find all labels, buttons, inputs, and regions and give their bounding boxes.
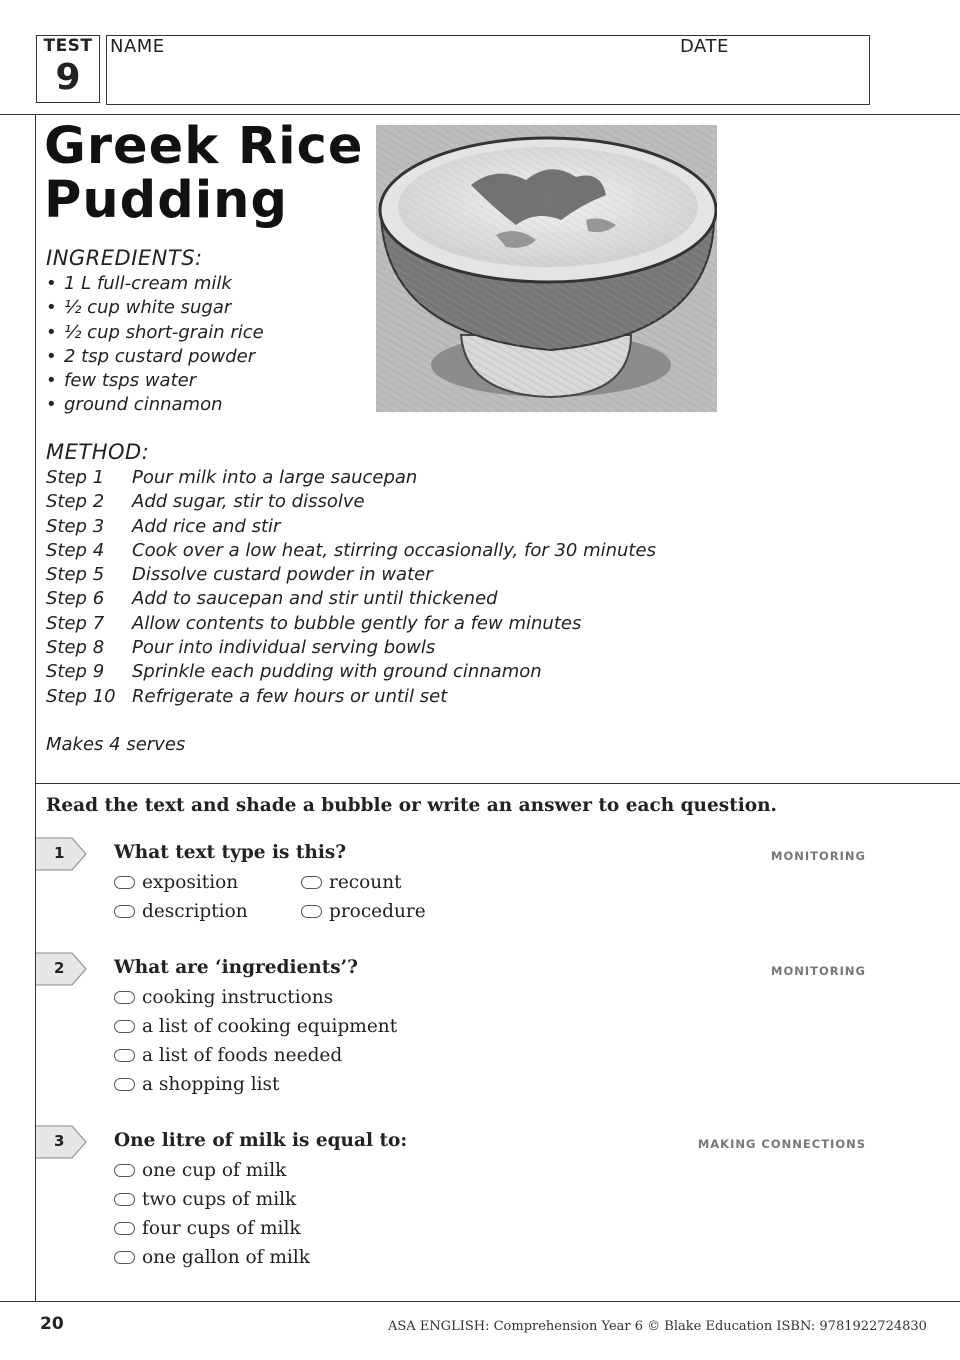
option-label: a list of foods needed bbox=[142, 1045, 343, 1066]
answer-option[interactable] bbox=[114, 986, 333, 1010]
step-label: Step 2 bbox=[46, 491, 105, 513]
answer-bubble[interactable] bbox=[301, 876, 322, 889]
table-row bbox=[46, 563, 656, 587]
answer-bubble[interactable] bbox=[114, 1020, 135, 1033]
bullet-icon: • bbox=[46, 345, 57, 367]
table-row bbox=[46, 466, 656, 490]
bullet-icon: • bbox=[46, 297, 57, 319]
table-row bbox=[46, 636, 656, 660]
test-number-box bbox=[36, 35, 100, 103]
option-label: procedure bbox=[329, 901, 426, 922]
text-questions-divider bbox=[35, 783, 960, 784]
skill-tag: MONITORING bbox=[771, 964, 866, 978]
option-label: one cup of milk bbox=[142, 1160, 287, 1181]
answer-bubble[interactable] bbox=[114, 991, 135, 1004]
left-margin-line bbox=[35, 114, 36, 1302]
bullet-icon: • bbox=[46, 321, 57, 343]
step-text: Pour milk into a large saucepan bbox=[132, 467, 418, 488]
method-heading: METHOD: bbox=[46, 440, 150, 464]
option-label: a shopping list bbox=[142, 1074, 280, 1095]
step-label: Step 3 bbox=[46, 515, 105, 537]
recipe-title-line-2: Pudding bbox=[44, 171, 288, 230]
answer-option[interactable] bbox=[114, 1188, 296, 1212]
bullet-icon: • bbox=[46, 394, 57, 416]
skill-tag: MAKING CONNECTIONS bbox=[697, 1137, 866, 1151]
answer-bubble[interactable] bbox=[114, 1222, 135, 1235]
page-number: 20 bbox=[40, 1314, 64, 1334]
header-divider bbox=[0, 114, 960, 115]
step-text: Refrigerate a few hours or until set bbox=[132, 685, 448, 707]
table-row bbox=[46, 587, 656, 611]
step-label: Step 8 bbox=[46, 637, 105, 659]
step-label: Step 6 bbox=[46, 588, 105, 610]
serves-note: Makes 4 serves bbox=[46, 734, 186, 755]
ingredient: 2 tsp custard powder bbox=[64, 345, 256, 367]
rice-pudding-bowl-illustration bbox=[376, 125, 717, 412]
list-item bbox=[46, 345, 264, 369]
step-text: Add rice and stir bbox=[132, 515, 281, 537]
list-item bbox=[46, 272, 264, 296]
answer-option[interactable] bbox=[114, 1159, 286, 1183]
answer-bubble[interactable] bbox=[114, 905, 135, 918]
step-label: Step 10 bbox=[46, 685, 116, 707]
table-row bbox=[46, 515, 656, 539]
option-label: two cups of milk bbox=[142, 1189, 297, 1210]
answer-bubble[interactable] bbox=[301, 905, 322, 918]
bullet-icon: • bbox=[46, 370, 57, 392]
answer-bubble[interactable] bbox=[114, 1078, 135, 1091]
method-steps bbox=[46, 466, 656, 709]
ingredient: ground cinnamon bbox=[64, 394, 223, 416]
question-number-tab bbox=[36, 952, 84, 986]
step-text: Cook over a low heat, stirring occasionally, for 30 minutes bbox=[132, 539, 656, 561]
question-text: What text type is this? bbox=[114, 842, 347, 863]
table-row bbox=[46, 612, 656, 636]
answer-bubble[interactable] bbox=[114, 1164, 135, 1177]
questions-instruction: Read the text and shade a bubble or write an answer to each question. bbox=[46, 795, 777, 816]
answer-option[interactable] bbox=[301, 900, 426, 924]
step-label: Step 7 bbox=[46, 612, 105, 634]
list-item bbox=[46, 321, 264, 345]
list-item bbox=[46, 369, 264, 393]
step-text: Pour into individual serving bowls bbox=[132, 637, 436, 659]
option-label: exposition bbox=[142, 872, 239, 893]
answer-option[interactable] bbox=[114, 1015, 397, 1039]
answer-option[interactable] bbox=[114, 1217, 301, 1241]
date-label: DATE bbox=[680, 36, 729, 57]
option-label: a list of cooking equipment bbox=[142, 1016, 398, 1037]
ingredient: few tsps water bbox=[64, 370, 197, 392]
answer-bubble[interactable] bbox=[114, 1251, 135, 1264]
answer-bubble[interactable] bbox=[114, 1193, 135, 1206]
test-label: TEST bbox=[43, 36, 93, 56]
question-number: 1 bbox=[54, 844, 65, 862]
recipe-title-line-1: Greek Rice bbox=[44, 117, 364, 176]
option-label: recount bbox=[329, 872, 402, 893]
answer-option[interactable] bbox=[114, 1246, 310, 1270]
step-text: Allow contents to bubble gently for a few minutes bbox=[132, 612, 582, 634]
bullet-icon: • bbox=[46, 273, 57, 294]
option-label: cooking instructions bbox=[142, 987, 334, 1008]
footer-copyright: ASA ENGLISH: Comprehension Year 6 © Blake Education ISBN: 9781922724830 bbox=[388, 1319, 927, 1334]
table-row bbox=[46, 490, 656, 514]
question-number-tab bbox=[36, 837, 84, 871]
recipe-title bbox=[44, 117, 364, 230]
ingredients-list bbox=[46, 272, 264, 418]
answer-bubble[interactable] bbox=[114, 1049, 135, 1062]
name-label: NAME bbox=[110, 36, 165, 57]
step-text: Dissolve custard powder in water bbox=[132, 564, 433, 586]
ingredient: ½ cup short-grain rice bbox=[64, 321, 264, 343]
step-label: Step 9 bbox=[46, 661, 105, 683]
option-label: four cups of milk bbox=[142, 1218, 301, 1239]
answer-option[interactable] bbox=[114, 871, 238, 895]
step-label: Step 1 bbox=[46, 467, 105, 488]
table-row bbox=[46, 685, 656, 709]
question-text: What are ‘ingredients’? bbox=[114, 957, 358, 978]
answer-option[interactable] bbox=[301, 871, 402, 895]
ingredient: ½ cup white sugar bbox=[64, 297, 232, 319]
option-label: one gallon of milk bbox=[142, 1247, 310, 1268]
step-label: Step 4 bbox=[46, 539, 105, 561]
question-number-tab bbox=[36, 1125, 84, 1159]
list-item bbox=[46, 296, 264, 320]
answer-option[interactable] bbox=[114, 1073, 279, 1097]
answer-option[interactable] bbox=[114, 1044, 342, 1068]
table-row bbox=[46, 660, 656, 684]
question-text: One litre of milk is equal to: bbox=[114, 1130, 408, 1151]
footer-divider bbox=[0, 1301, 960, 1302]
name-date-field[interactable] bbox=[106, 35, 870, 105]
answer-bubble[interactable] bbox=[114, 876, 135, 889]
question-number: 3 bbox=[54, 1132, 65, 1150]
ingredient: 1 L full-cream milk bbox=[64, 273, 232, 294]
list-item bbox=[46, 393, 264, 417]
step-text: Sprinkle each pudding with ground cinnamon bbox=[132, 661, 542, 683]
test-number: 9 bbox=[55, 57, 81, 98]
step-text: Add to saucepan and stir until thickened bbox=[132, 588, 498, 610]
step-text: Add sugar, stir to dissolve bbox=[132, 491, 365, 513]
skill-tag: MONITORING bbox=[771, 849, 866, 863]
question-number: 2 bbox=[54, 959, 65, 977]
step-label: Step 5 bbox=[46, 564, 105, 586]
ingredients-heading: INGREDIENTS: bbox=[46, 246, 203, 270]
answer-option[interactable] bbox=[114, 900, 248, 924]
option-label: description bbox=[142, 901, 248, 922]
table-row bbox=[46, 539, 656, 563]
